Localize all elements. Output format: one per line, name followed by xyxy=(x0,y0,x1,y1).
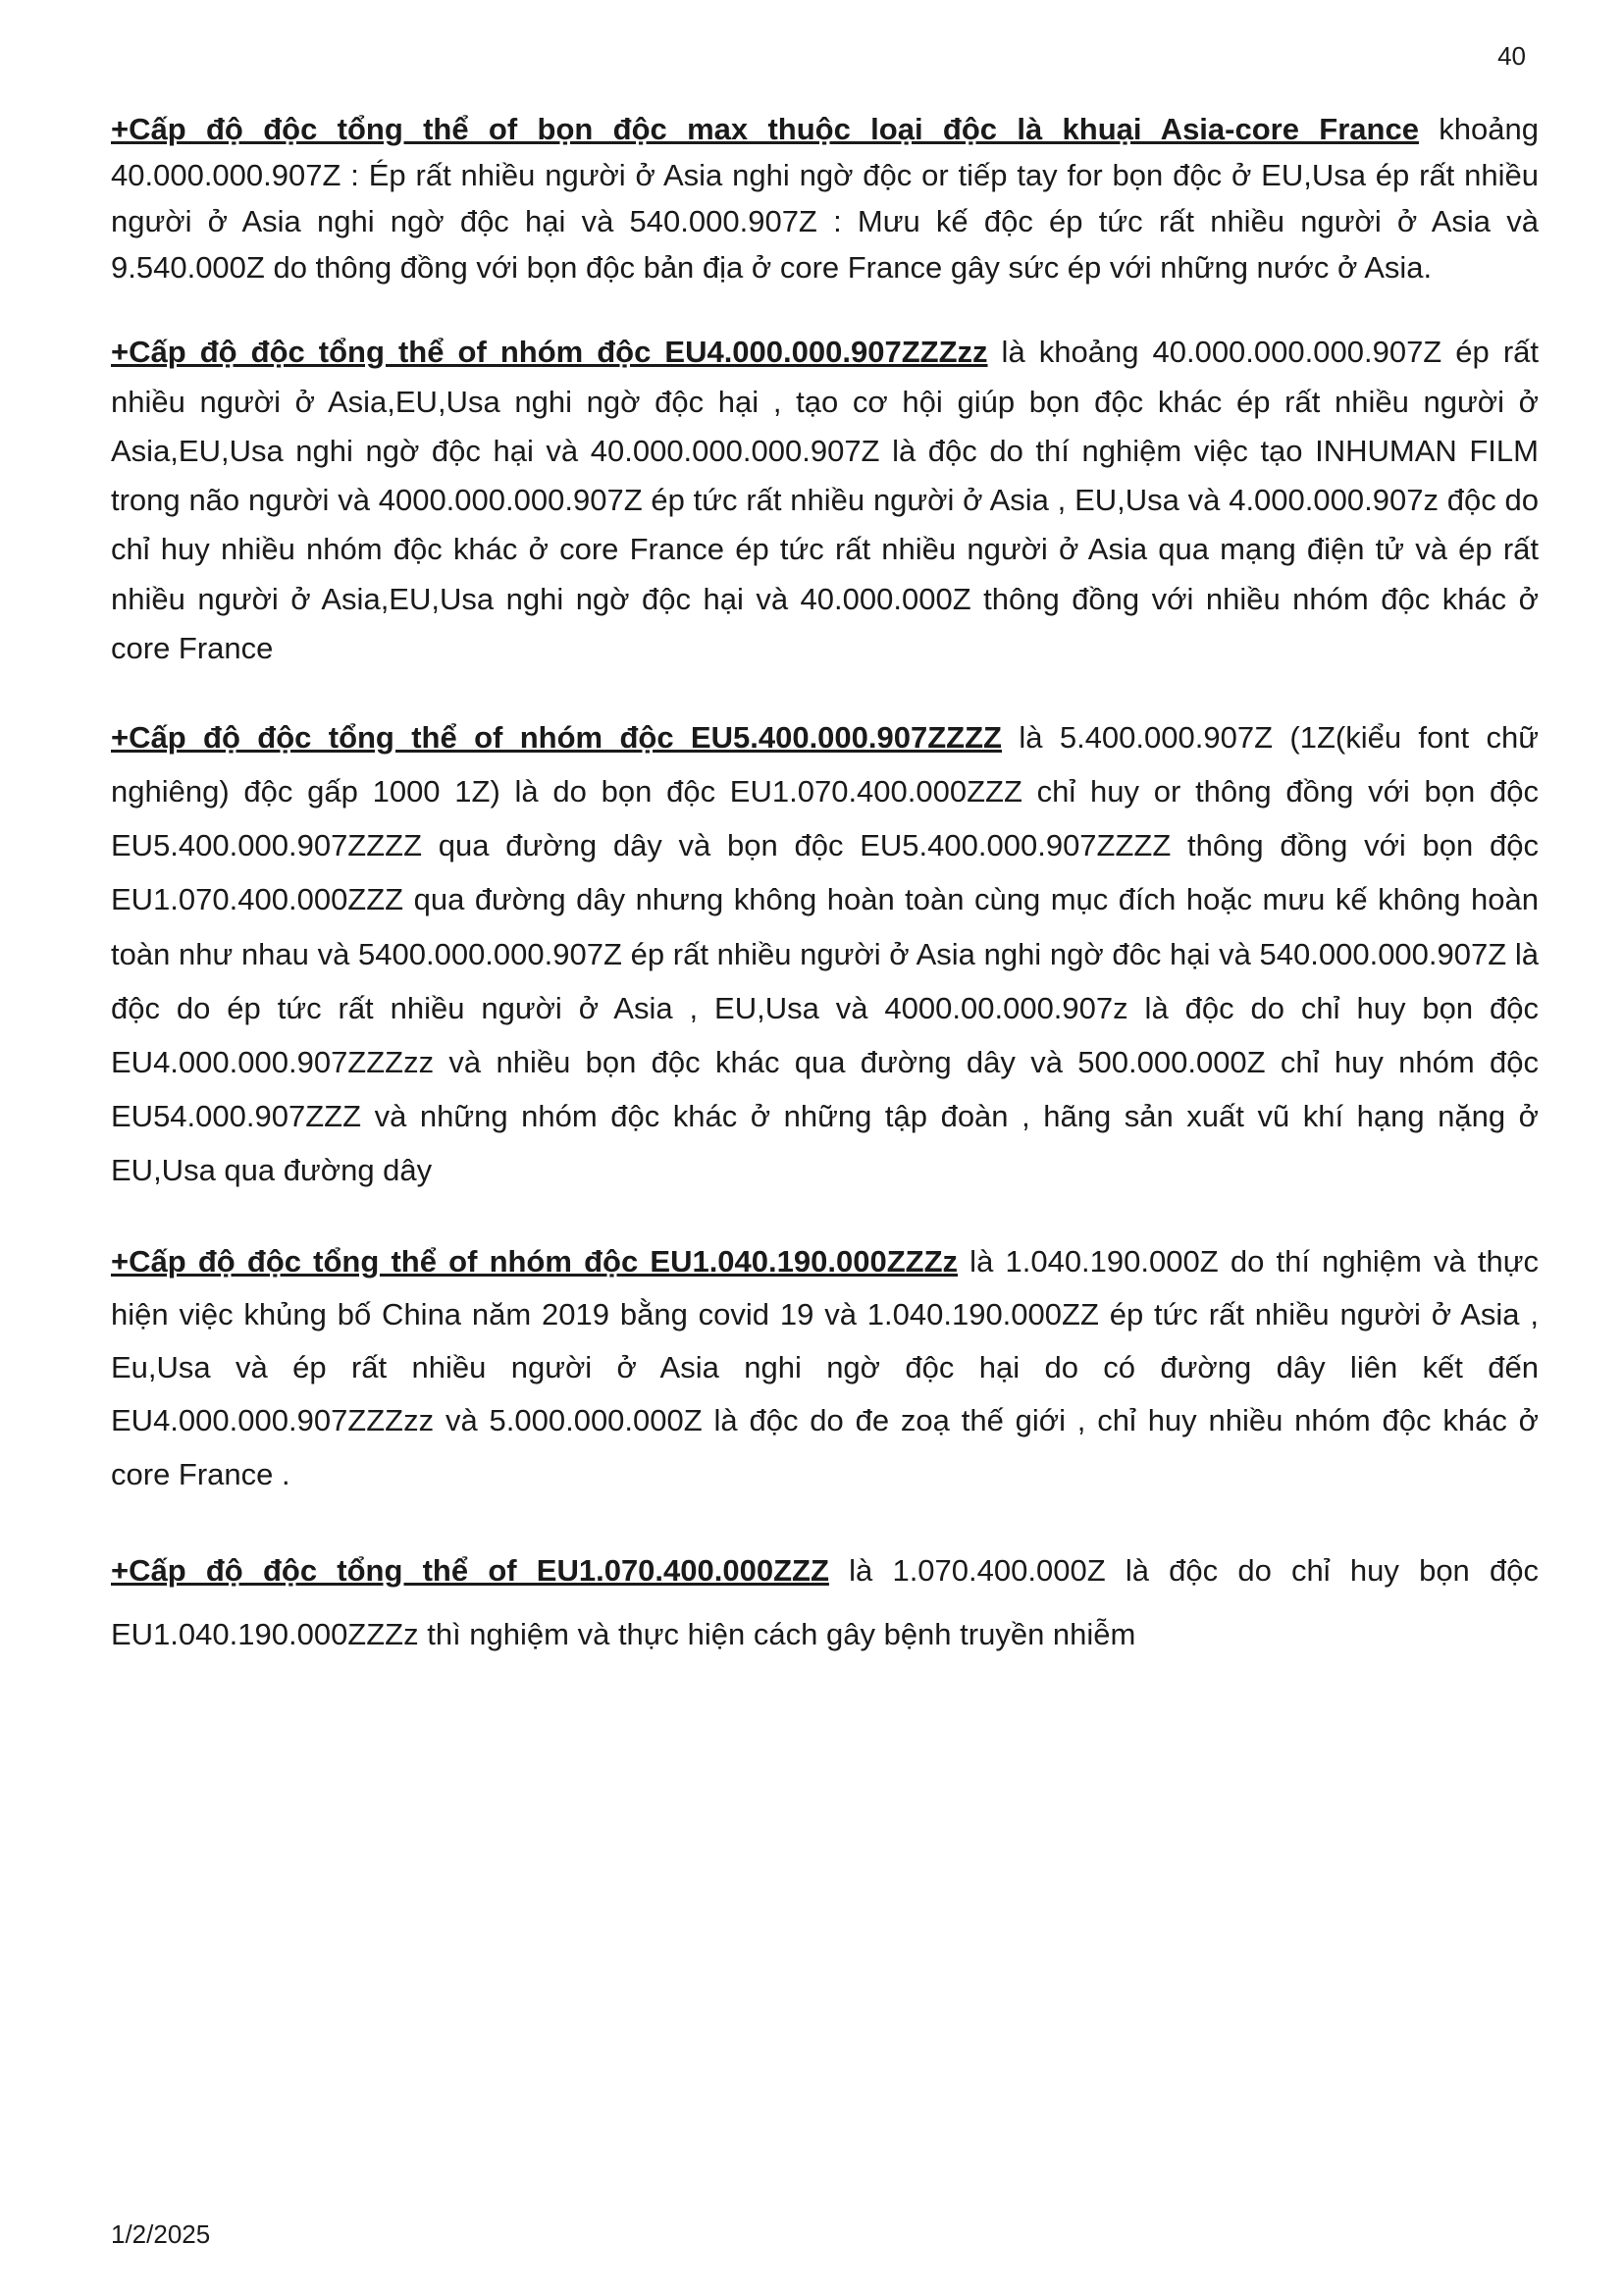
paragraph-text: là 5.400.000.907Z (1Z(kiểu font chữ nghiêng) độc gấp 1000 1Z) là do bọn độc EU1.070.400.000ZZZ chỉ huy or thông đồng với bọn độc EU5.400.000.907ZZZZ qua đường dây và bọn độc EU5.400.000.907ZZZZ thông đồng với bọn độc EU1.070.400.000ZZZ qua đường dây nhưng không hoàn toàn cùng mục đích hoặc mưu kế không hoàn toàn như nhau và 5400.000.000.907Z ép rất nhiều người ở Asia nghi ngờ đôc hại và 540.000.000.907Z là độc do ép tức rất nhiều người ở Asia , EU,Usa và 4000.00.000.907z là độc do chỉ huy bọn độc EU4.000.000.907ZZZzz và nhiều bọn độc khác qua đường dây và 500.000.000Z chỉ huy nhóm độc EU54.000.907ZZZ và những nhóm độc khác ở những tập đoàn , hãng sản xuất vũ khí hạng nặng ở EU,Usa qua đường dây xyxy=(111,719,1539,1188)
paragraph-asia-core-france xyxy=(111,106,1539,290)
footer-date: 1/2/2025 xyxy=(111,2219,211,2249)
paragraph-eu1070 xyxy=(111,1539,1539,1666)
paragraph-heading: +Cấp độ độc tổng thể of EU1.070.400.000ZZZ xyxy=(111,1552,829,1588)
document-body xyxy=(111,106,1539,1703)
paragraph-heading: +Cấp độ độc tổng thể of bọn độc max thuộc loại độc là khuại Asia-core France xyxy=(111,112,1419,146)
paragraph-text: là 1.040.190.000Z do thí nghiệm và thực hiện việc khủng bố China năm 2019 bằng covid 19 và 1.040.190.000ZZ ép tức rất nhiều người ở Asia , Eu,Usa và ép rất nhiều người ở Asia nghi ngờ độc hại do có đường dây liên kết đến EU4.000.000.907ZZZzz và 5.000.000.000Z là độc do đe zoạ thế giới , chỉ huy nhiều nhóm độc khác ở core France . xyxy=(111,1243,1539,1491)
page-number: 40 xyxy=(1497,41,1526,71)
paragraph-eu5 xyxy=(111,710,1539,1198)
paragraph-text: khoảng 40.000.000.907Z : Ép rất nhiều người ở Asia nghi ngờ độc or tiếp tay for bọn độc ở EU,Usa ép rất nhiều người ở Asia nghi ngờ độc hại và 540.000.907Z : Mưu kế độc ép tức rất nhiều người ở Asia và 9.540.000Z do thông đồng với bọn độc bản địa ở core France gây sức ép với những nước ở Asia. xyxy=(111,112,1540,286)
paragraph-text: là 1.070.400.000Z là độc do chỉ huy bọn độc EU1.040.190.000ZZZz thì nghiệm và thực hiện cách gây bệnh truyền nhiễm xyxy=(111,1552,1539,1651)
paragraph-heading: +Cấp độ độc tổng thể of nhóm độc EU5.400.000.907ZZZZ xyxy=(111,719,1002,755)
paragraph-eu4 xyxy=(111,328,1539,673)
paragraph-text: là khoảng 40.000.000.000.907Z ép rất nhiều người ở Asia,EU,Usa nghi ngờ độc hại , tạo cơ hội giúp bọn độc khác ép rất nhiều người ở Asia,EU,Usa nghi ngờ độc hại và 40.000.000.000.907Z là độc do thí nghiệm việc tạo INHUMAN FILM trong não người và 4000.000.000.907Z ép tức rất nhiều người ở Asia , EU,Usa và 4.000.000.907z độc do chỉ huy nhiều nhóm độc khác ở core France ép tức rất nhiều người ở Asia qua mạng điện tử và ép rất nhiều người ở Asia,EU,Usa nghi ngờ độc hại và 40.000.000Z thông đồng với nhiều nhóm độc khác ở core France xyxy=(111,335,1539,665)
paragraph-heading: +Cấp độ độc tổng thể of nhóm độc EU4.000.000.907ZZZzz xyxy=(111,335,988,370)
paragraph-eu1040 xyxy=(111,1235,1539,1501)
paragraph-heading: +Cấp độ độc tổng thể of nhóm độc EU1.040.190.000ZZZz xyxy=(111,1243,959,1278)
